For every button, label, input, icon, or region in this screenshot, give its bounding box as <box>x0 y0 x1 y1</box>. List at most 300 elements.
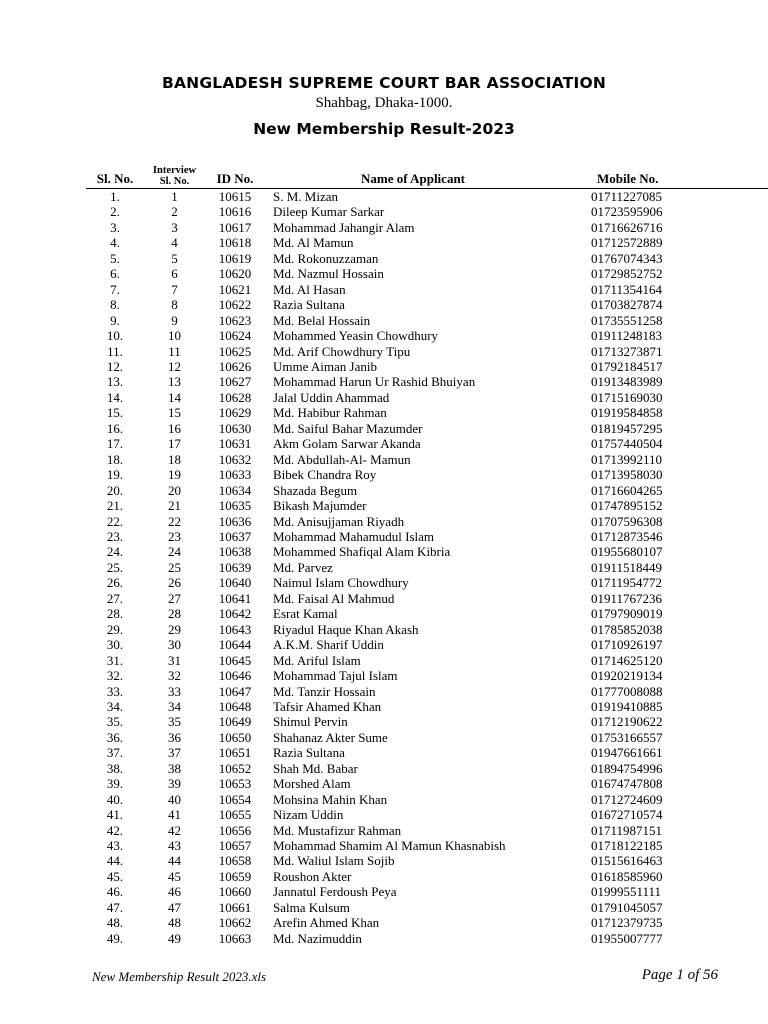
cell-mobile-no: 01712379735 <box>591 915 663 931</box>
cell-mobile-no: 01618585960 <box>591 868 663 884</box>
cell-id-no: 10639 <box>218 559 252 575</box>
cell-id-no: 10649 <box>218 714 252 730</box>
cell-applicant-name: Shahanaz Akter Sume <box>273 729 388 745</box>
cell-applicant-name: S. M. Mizan <box>273 189 338 204</box>
cell-mobile-no: 01515616463 <box>591 853 663 869</box>
cell-interview-sl-no: 28 <box>168 606 181 622</box>
table-row <box>86 684 768 699</box>
cell-id-no: 10634 <box>218 482 252 498</box>
cell-interview-sl-no: 36 <box>168 729 181 745</box>
cell-interview-sl-no: 12 <box>168 358 181 374</box>
cell-id-no: 10618 <box>218 235 252 251</box>
cell-sl-no: 26. <box>106 575 124 591</box>
cell-mobile-no: 01723595906 <box>591 204 663 220</box>
cell-interview-sl-no: 13 <box>168 374 181 390</box>
table-row <box>86 405 768 420</box>
table-row <box>86 235 768 250</box>
cell-mobile-no: 01911767236 <box>591 590 663 606</box>
cell-applicant-name: Md. Parvez <box>273 559 333 575</box>
cell-applicant-name: Akm Golam Sarwar Akanda <box>273 436 421 452</box>
cell-applicant-name: Salma Kulsum <box>273 899 350 915</box>
cell-id-no: 10637 <box>218 528 252 544</box>
col-interview-sl-no <box>144 161 205 189</box>
cell-sl-no: 5. <box>110 250 120 266</box>
table-row <box>86 313 768 328</box>
cell-applicant-name: Mohammad Harun Ur Rashid Bhuiyan <box>273 374 476 390</box>
table-row <box>86 884 768 899</box>
cell-applicant-name: Md. Al Hasan <box>273 281 346 297</box>
cell-applicant-name: Shazada Begum <box>273 482 358 498</box>
cell-applicant-name: Razia Sultana <box>273 297 345 313</box>
cell-sl-no: 2. <box>110 204 120 220</box>
cell-interview-sl-no: 23 <box>168 528 181 544</box>
table-row <box>86 853 768 868</box>
cell-id-no: 10651 <box>218 745 252 761</box>
table-row <box>86 637 768 652</box>
cell-id-no: 10635 <box>218 498 252 514</box>
cell-id-no: 10630 <box>218 420 252 436</box>
cell-interview-sl-no: 18 <box>168 451 181 467</box>
cell-interview-sl-no: 8 <box>171 297 178 313</box>
cell-applicant-name: Mohammed Yeasin Chowdhury <box>273 328 439 344</box>
cell-interview-sl-no: 20 <box>168 482 181 498</box>
cell-interview-sl-no: 34 <box>168 698 181 714</box>
cell-id-no: 10646 <box>218 668 252 684</box>
cell-mobile-no: 01919584858 <box>591 405 663 421</box>
col-sl-no: Sl. No. <box>86 161 144 189</box>
cell-sl-no: 11. <box>107 343 123 359</box>
cell-interview-sl-no: 10 <box>168 328 181 344</box>
cell-applicant-name: Md. Waliul Islam Sojib <box>273 853 395 869</box>
cell-id-no: 10656 <box>218 822 252 838</box>
cell-id-no: 10631 <box>218 436 252 452</box>
cell-sl-no: 48. <box>106 915 124 931</box>
table-row <box>86 869 768 884</box>
cell-id-no: 10657 <box>218 838 252 854</box>
cell-id-no: 10625 <box>218 343 252 359</box>
cell-id-no: 10663 <box>218 930 252 946</box>
cell-sl-no: 30. <box>106 637 124 653</box>
table-row <box>86 792 768 807</box>
cell-applicant-name: Tafsir Ahamed Khan <box>273 698 382 714</box>
cell-applicant-name: Umme Aiman Janib <box>273 358 377 374</box>
cell-id-no: 10661 <box>218 899 252 915</box>
cell-sl-no: 34. <box>106 698 124 714</box>
cell-interview-sl-no: 26 <box>168 575 181 591</box>
cell-sl-no: 7. <box>110 281 120 297</box>
cell-applicant-name: Mohammed Shafiqal Alam Kibria <box>273 544 451 560</box>
cell-sl-no: 47. <box>106 899 124 915</box>
cell-mobile-no: 01919410885 <box>591 698 663 714</box>
cell-id-no: 10636 <box>218 513 252 529</box>
cell-applicant-name: Md. Anisujjaman Riyadh <box>273 513 405 529</box>
table-row <box>86 668 768 683</box>
cell-sl-no: 19. <box>106 467 124 483</box>
cell-sl-no: 36. <box>106 729 124 745</box>
cell-id-no: 10653 <box>218 776 252 792</box>
cell-sl-no: 37. <box>106 745 124 761</box>
cell-sl-no: 42. <box>106 822 124 838</box>
cell-interview-sl-no: 42 <box>168 822 181 838</box>
cell-mobile-no: 01713958030 <box>591 467 663 483</box>
table-row <box>86 204 768 219</box>
cell-sl-no: 1. <box>110 189 120 204</box>
cell-mobile-no: 01712190622 <box>591 714 663 730</box>
table-row <box>86 544 768 559</box>
cell-id-no: 10658 <box>218 853 252 869</box>
cell-interview-sl-no: 35 <box>168 714 181 730</box>
cell-interview-sl-no: 38 <box>168 760 181 776</box>
cell-applicant-name: Esrat Kamal <box>273 606 338 622</box>
table-row <box>86 653 768 668</box>
table-row <box>86 591 768 606</box>
cell-mobile-no: 01718122185 <box>591 838 663 854</box>
cell-mobile-no: 01712873546 <box>591 528 663 544</box>
cell-interview-sl-no: 2 <box>171 204 178 220</box>
cell-mobile-no: 01674747808 <box>591 776 663 792</box>
cell-applicant-name: Mohammad Jahangir Alam <box>273 219 415 235</box>
cell-mobile-no: 01757440504 <box>591 436 663 452</box>
cell-applicant-name: Arefin Ahmed Khan <box>273 915 380 931</box>
cell-mobile-no: 01920219134 <box>591 668 663 684</box>
cell-interview-sl-no: 48 <box>168 915 181 931</box>
cell-sl-no: 12. <box>106 358 124 374</box>
table-row <box>86 282 768 297</box>
cell-sl-no: 20. <box>106 482 124 498</box>
cell-mobile-no: 01714625120 <box>591 652 663 668</box>
cell-interview-sl-no: 46 <box>168 884 181 900</box>
cell-interview-sl-no: 33 <box>168 683 181 699</box>
cell-sl-no: 38. <box>106 760 124 776</box>
table-row <box>86 483 768 498</box>
cell-id-no: 10629 <box>218 405 252 421</box>
cell-id-no: 10645 <box>218 652 252 668</box>
cell-interview-sl-no: 5 <box>171 250 178 266</box>
cell-applicant-name: Md. Tanzir Hossain <box>273 683 376 699</box>
cell-interview-sl-no: 45 <box>168 868 181 884</box>
cell-sl-no: 18. <box>106 451 124 467</box>
table-row <box>86 452 768 467</box>
table-row <box>86 374 768 389</box>
cell-sl-no: 4. <box>110 235 120 251</box>
cell-id-no: 10641 <box>218 590 252 606</box>
cell-sl-no: 24. <box>106 544 124 560</box>
cell-sl-no: 3. <box>110 219 120 235</box>
cell-sl-no: 22. <box>106 513 124 529</box>
cell-id-no: 10620 <box>218 266 252 282</box>
cell-mobile-no: 01672710574 <box>591 807 663 823</box>
cell-applicant-name: Mohammad Tajul Islam <box>273 668 398 684</box>
col-interview-line1: Interview <box>152 165 197 176</box>
cell-mobile-no: 01777008088 <box>591 683 663 699</box>
cell-id-no: 10659 <box>218 868 252 884</box>
cell-mobile-no: 01894754996 <box>591 760 663 776</box>
cell-sl-no: 10. <box>106 328 124 344</box>
table-row <box>86 745 768 760</box>
cell-interview-sl-no: 32 <box>168 668 181 684</box>
cell-id-no: 10616 <box>218 204 252 220</box>
cell-mobile-no: 01716604265 <box>591 482 663 498</box>
cell-applicant-name: A.K.M. Sharif Uddin <box>273 637 384 653</box>
cell-applicant-name: Mohammad Mahamudul Islam <box>273 528 435 544</box>
table-row <box>86 915 768 930</box>
cell-mobile-no: 01711987151 <box>591 822 663 838</box>
cell-sl-no: 15. <box>106 405 124 421</box>
cell-id-no: 10623 <box>218 312 252 328</box>
cell-mobile-no: 01711354164 <box>591 281 663 297</box>
cell-id-no: 10650 <box>218 729 252 745</box>
table-row <box>86 714 768 729</box>
footer-page-number: Page 1 of 56 <box>641 967 718 983</box>
cell-mobile-no: 01712572889 <box>591 235 663 251</box>
cell-interview-sl-no: 6 <box>171 266 178 282</box>
cell-mobile-no: 01735551258 <box>591 312 663 328</box>
cell-applicant-name: Md. Nazmul Hossain <box>273 266 384 282</box>
cell-id-no: 10628 <box>218 389 252 405</box>
cell-applicant-name: Jannatul Ferdoush Peya <box>273 884 397 900</box>
cell-mobile-no: 01955680107 <box>591 544 663 560</box>
cell-id-no: 10632 <box>218 451 252 467</box>
cell-interview-sl-no: 15 <box>168 405 181 421</box>
cell-id-no: 10647 <box>218 683 252 699</box>
cell-interview-sl-no: 43 <box>168 838 181 854</box>
cell-id-no: 10622 <box>218 297 252 313</box>
cell-interview-sl-no: 29 <box>168 621 181 637</box>
cell-id-no: 10644 <box>218 637 252 653</box>
cell-sl-no: 8. <box>110 297 120 313</box>
table-row <box>86 529 768 544</box>
cell-mobile-no: 01791045057 <box>591 899 663 915</box>
table-row <box>86 900 768 915</box>
cell-sl-no: 29. <box>106 621 124 637</box>
cell-sl-no: 27. <box>106 590 124 606</box>
table-row <box>86 575 768 590</box>
page-title: New Membership Result-2023 <box>253 120 515 138</box>
cell-mobile-no: 01999551111 <box>591 884 662 900</box>
col-name: Name of Applicant <box>265 161 561 189</box>
table-row <box>86 344 768 359</box>
cell-id-no: 10642 <box>218 606 252 622</box>
cell-applicant-name: Roushon Akter <box>273 868 352 884</box>
cell-mobile-no: 01710926197 <box>591 637 663 653</box>
cell-interview-sl-no: 31 <box>168 652 181 668</box>
cell-sl-no: 28. <box>106 606 124 622</box>
table-row <box>86 606 768 621</box>
table-row <box>86 823 768 838</box>
table-row <box>86 838 768 853</box>
cell-applicant-name: Morshed Alam <box>273 776 351 792</box>
cell-interview-sl-no: 9 <box>171 312 178 328</box>
cell-mobile-no: 01712724609 <box>591 791 663 807</box>
table-row <box>86 931 768 946</box>
cell-id-no: 10624 <box>218 328 252 344</box>
cell-mobile-no: 01911248183 <box>591 328 663 344</box>
cell-id-no: 10638 <box>218 544 252 560</box>
organization-name: BANGLADESH SUPREME COURT BAR ASSOCIATION <box>161 74 607 92</box>
cell-interview-sl-no: 37 <box>168 745 181 761</box>
cell-id-no: 10660 <box>218 884 252 900</box>
table-row <box>86 776 768 791</box>
cell-sl-no: 6. <box>110 266 120 282</box>
cell-applicant-name: Jalal Uddin Ahammad <box>273 389 390 405</box>
cell-sl-no: 40. <box>106 791 124 807</box>
cell-interview-sl-no: 19 <box>168 467 181 483</box>
cell-applicant-name: Md. Belal Hossain <box>273 312 371 328</box>
table-row <box>86 467 768 482</box>
cell-sl-no: 14. <box>106 389 124 405</box>
cell-id-no: 10652 <box>218 760 252 776</box>
cell-interview-sl-no: 47 <box>168 899 181 915</box>
table-row <box>86 761 768 776</box>
cell-sl-no: 25. <box>106 559 124 575</box>
cell-interview-sl-no: 22 <box>168 513 181 529</box>
table-row <box>86 189 768 205</box>
membership-result-table <box>86 161 768 946</box>
cell-interview-sl-no: 14 <box>168 389 181 405</box>
cell-interview-sl-no: 1 <box>171 189 178 204</box>
cell-id-no: 10654 <box>218 791 252 807</box>
cell-sl-no: 23. <box>106 528 124 544</box>
cell-id-no: 10662 <box>218 915 252 931</box>
cell-id-no: 10643 <box>218 621 252 637</box>
cell-applicant-name: Shah Md. Babar <box>273 760 358 776</box>
cell-sl-no: 21. <box>106 498 124 514</box>
cell-sl-no: 46. <box>106 884 124 900</box>
cell-mobile-no: 01947661661 <box>591 745 663 761</box>
cell-mobile-no: 01703827874 <box>591 297 663 313</box>
cell-sl-no: 39. <box>106 776 124 792</box>
cell-applicant-name: Nizam Uddin <box>273 807 344 823</box>
cell-applicant-name: Shimul Pervin <box>273 714 348 730</box>
cell-mobile-no: 01797909019 <box>591 606 663 622</box>
cell-mobile-no: 01729852752 <box>591 266 663 282</box>
cell-sl-no: 33. <box>106 683 124 699</box>
cell-interview-sl-no: 3 <box>171 219 178 235</box>
cell-applicant-name: Bibek Chandra Roy <box>273 467 377 483</box>
cell-interview-sl-no: 7 <box>171 281 178 297</box>
cell-id-no: 10648 <box>218 698 252 714</box>
cell-interview-sl-no: 40 <box>168 791 181 807</box>
cell-applicant-name: Mohsina Mahin Khan <box>273 791 388 807</box>
footer-filename: New Membership Result 2023.xls <box>92 969 267 984</box>
cell-id-no: 10626 <box>218 358 252 374</box>
cell-interview-sl-no: 17 <box>168 436 181 452</box>
cell-interview-sl-no: 27 <box>168 590 181 606</box>
cell-interview-sl-no: 30 <box>168 637 181 653</box>
cell-mobile-no: 01819457295 <box>591 420 663 436</box>
cell-id-no: 10619 <box>218 250 252 266</box>
table-row <box>86 730 768 745</box>
cell-sl-no: 35. <box>106 714 124 730</box>
table-row <box>86 807 768 822</box>
cell-mobile-no: 01911518449 <box>591 559 663 575</box>
cell-mobile-no: 01785852038 <box>591 621 663 637</box>
col-interview-line2: Sl. No. <box>159 176 190 187</box>
table-row <box>86 359 768 374</box>
cell-applicant-name: Md. Habibur Rahman <box>273 405 387 421</box>
cell-applicant-name: Dileep Kumar Sarkar <box>273 204 385 220</box>
table-row <box>86 622 768 637</box>
col-mobile: Mobile No. <box>561 161 768 189</box>
cell-applicant-name: Riyadul Haque Khan Akash <box>273 621 419 637</box>
cell-sl-no: 43. <box>106 838 124 854</box>
table-header-row <box>86 161 768 189</box>
cell-id-no: 10633 <box>218 467 252 483</box>
cell-sl-no: 45. <box>106 868 124 884</box>
cell-sl-no: 49. <box>106 930 124 946</box>
cell-applicant-name: Md. Rokonuzzaman <box>273 250 379 266</box>
cell-mobile-no: 01753166557 <box>591 729 663 745</box>
table-row <box>86 328 768 343</box>
cell-mobile-no: 01715169030 <box>591 389 663 405</box>
cell-mobile-no: 01711227085 <box>591 189 663 204</box>
table-row <box>86 421 768 436</box>
cell-sl-no: 9. <box>110 312 120 328</box>
table-row <box>86 251 768 266</box>
table-row <box>86 220 768 235</box>
cell-interview-sl-no: 4 <box>171 235 178 251</box>
cell-sl-no: 32. <box>106 668 124 684</box>
cell-applicant-name: Md. Al Mamun <box>273 235 354 251</box>
cell-mobile-no: 01713273871 <box>591 343 663 359</box>
cell-mobile-no: 01913483989 <box>591 374 663 390</box>
cell-applicant-name: Md. Ariful Islam <box>273 652 361 668</box>
table-row <box>86 699 768 714</box>
cell-applicant-name: Naimul Islam Chowdhury <box>273 575 409 591</box>
table-body <box>86 189 768 947</box>
cell-interview-sl-no: 25 <box>168 559 181 575</box>
cell-interview-sl-no: 41 <box>168 807 181 823</box>
cell-mobile-no: 01711954772 <box>591 575 663 591</box>
cell-applicant-name: Md. Saiful Bahar Mazumder <box>273 420 423 436</box>
table-row <box>86 514 768 529</box>
cell-sl-no: 31. <box>106 652 124 668</box>
col-id-no: ID No. <box>205 161 265 189</box>
cell-interview-sl-no: 49 <box>168 930 181 946</box>
cell-id-no: 10655 <box>218 807 252 823</box>
table-row <box>86 266 768 281</box>
cell-applicant-name: Razia Sultana <box>273 745 345 761</box>
cell-applicant-name: Bikash Majumder <box>273 498 367 514</box>
cell-sl-no: 13. <box>106 374 124 390</box>
table-row <box>86 390 768 405</box>
cell-id-no: 10640 <box>218 575 252 591</box>
organization-address: Shahbag, Dhaka-1000. <box>315 95 453 111</box>
cell-id-no: 10627 <box>218 374 252 390</box>
cell-applicant-name: Md. Faisal Al Mahmud <box>273 590 395 606</box>
cell-mobile-no: 01767074343 <box>591 250 663 266</box>
cell-interview-sl-no: 21 <box>168 498 181 514</box>
cell-id-no: 10621 <box>218 281 252 297</box>
cell-mobile-no: 01792184517 <box>591 358 663 374</box>
cell-id-no: 10615 <box>218 189 252 204</box>
table-row <box>86 498 768 513</box>
cell-mobile-no: 01955007777 <box>591 930 663 946</box>
cell-interview-sl-no: 39 <box>168 776 181 792</box>
cell-id-no: 10617 <box>218 219 252 235</box>
cell-sl-no: 16. <box>106 420 124 436</box>
cell-interview-sl-no: 11 <box>168 343 181 359</box>
cell-sl-no: 44. <box>106 853 124 869</box>
cell-mobile-no: 01747895152 <box>591 498 663 514</box>
cell-mobile-no: 01716626716 <box>591 219 663 235</box>
table-row <box>86 297 768 312</box>
cell-interview-sl-no: 16 <box>168 420 181 436</box>
cell-applicant-name: Md. Abdullah-Al- Mamun <box>273 451 411 467</box>
cell-mobile-no: 01713992110 <box>591 451 663 467</box>
cell-applicant-name: Md. Mustafizur Rahman <box>273 822 402 838</box>
table-row <box>86 560 768 575</box>
